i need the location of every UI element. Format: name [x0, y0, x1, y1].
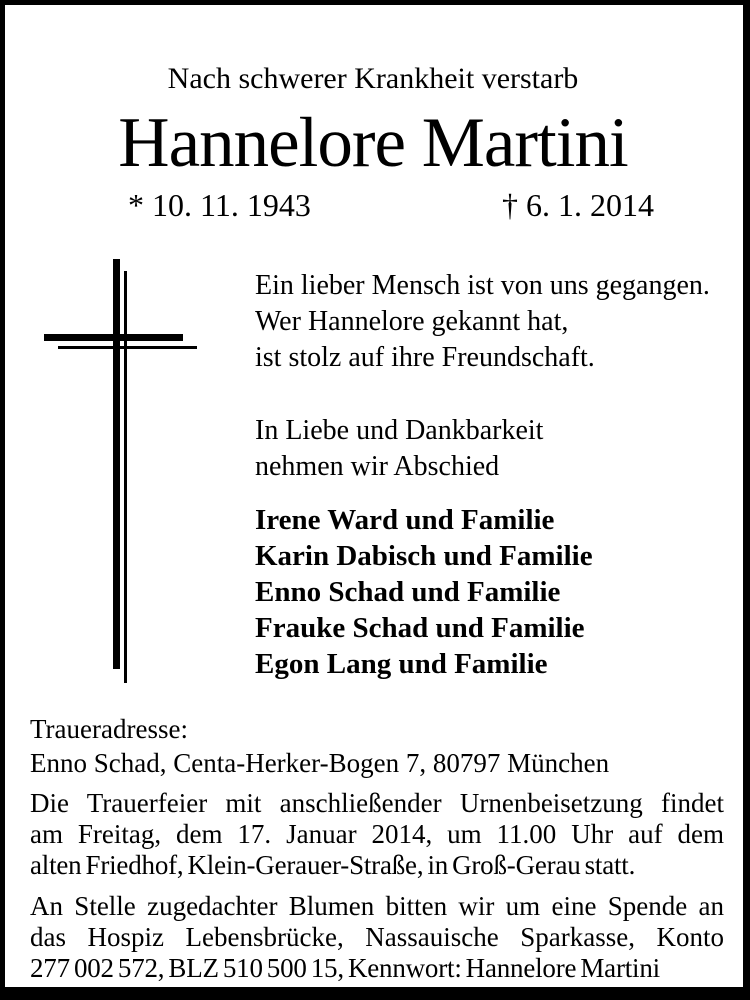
mourner-name: Egon Lang und Familie: [255, 648, 548, 680]
mourner-name: Frauke Schad und Familie: [255, 612, 585, 644]
eulogy-line: ist stolz auf ihre Freundschaft.: [255, 342, 595, 373]
birth-date: * 10. 11. 1943: [128, 187, 311, 223]
notice-footer: [30, 712, 724, 984]
memorial-message: [255, 268, 747, 682]
mourning-address-label: Traueradresse:: [30, 714, 188, 744]
deceased-name: Hannelore Martini: [118, 104, 628, 182]
mourning-address: Enno Schad, Centa-Herker-Bogen 7, 80797 München: [30, 748, 610, 778]
eulogy-paragraph: [255, 268, 747, 376]
donation-info-line: 277 002 572, BLZ 510 500 15, Kennwort: Hannelore Martini: [30, 953, 660, 983]
donation-info-line: An Stelle zugedachter Blumen bitten wir um eine Spende an: [30, 891, 724, 921]
mourner-name: Enno Schad und Familie: [255, 576, 561, 608]
funeral-info-line: am Freitag, dem 17. Januar 2014, um 11.00 Uhr auf dem: [30, 819, 724, 849]
cross-horizontal-thick-bar: [44, 334, 183, 341]
mourner-name: Irene Ward und Familie: [255, 504, 555, 536]
funeral-info-line: alten Friedhof, Klein-Gerauer-Straße, in Groß-Gerau statt.: [30, 850, 636, 880]
farewell-line: In Liebe und Dankbarkeit: [255, 415, 544, 446]
mourners-list: [255, 502, 747, 682]
cross-vertical-thin-bar: [124, 271, 127, 683]
eulogy-line: Ein lieber Mensch ist von uns gegangen.: [255, 270, 710, 301]
funeral-info-paragraph: [30, 788, 724, 881]
cross-vertical-thick-bar: [113, 259, 120, 669]
funeral-info-line: Die Trauerfeier mit anschließender Urnenbeisetzung findet: [30, 788, 724, 818]
cross-horizontal-thin-bar: [58, 346, 197, 349]
farewell-paragraph: [255, 413, 747, 485]
donation-info-line: das Hospiz Lebensbrücke, Nassauische Sparkasse, Konto: [30, 922, 724, 952]
mourning-address-block: [30, 712, 724, 780]
life-dates: [128, 188, 654, 222]
mourner-name: Karin Dabisch und Familie: [255, 540, 593, 572]
death-date: † 6. 1. 2014: [502, 187, 654, 223]
eulogy-line: Wer Hannelore gekannt hat,: [255, 306, 569, 337]
farewell-line: nehmen wir Abschied: [255, 451, 500, 482]
donation-info-paragraph: [30, 891, 724, 984]
intro-line: Nach schwerer Krankheit verstarb: [167, 62, 579, 95]
